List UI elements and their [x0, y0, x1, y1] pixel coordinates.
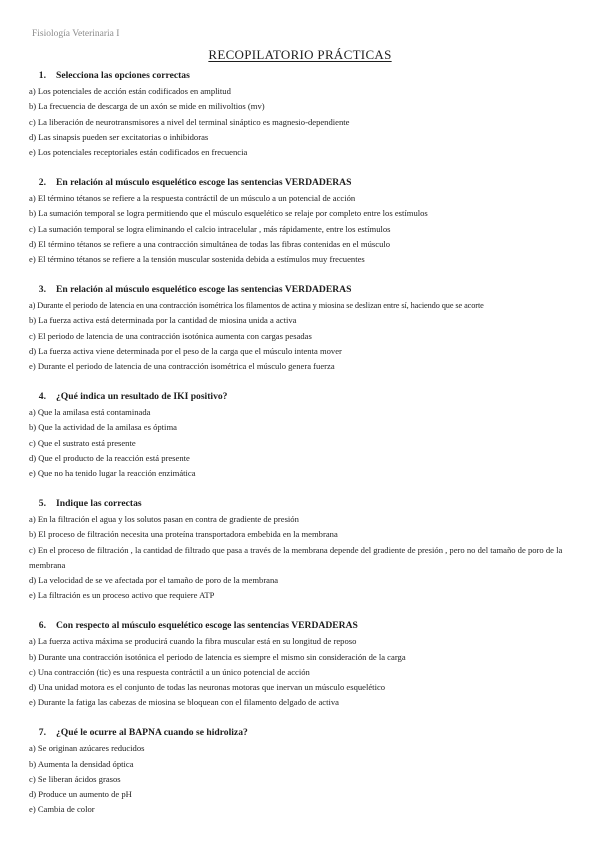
question-5: [29, 497, 577, 604]
question-number: 4.: [38, 390, 46, 402]
question-text: En relación al músculo esquelético escoge las sentencias VERDADERAS: [56, 176, 352, 188]
option-e: e) Cambia de color: [29, 804, 95, 815]
questions-list: [29, 69, 577, 833]
option-e: e) El término tétanos se refiere a la tensión muscular sostenida debida a estímulos muy frecuentes: [29, 254, 365, 265]
question-3: [29, 283, 577, 374]
question-title: [29, 69, 577, 83]
question-number: 1.: [38, 70, 46, 81]
option-b: b) Que la actividad de la amilasa es óptima: [29, 422, 177, 433]
option-a: a) La fuerza activa máxima se producirá cuando la fibra muscular está en su longitud de reposo: [29, 636, 357, 647]
option-b: b) Durante una contracción isotónica el periodo de latencia es siempre el mismo sin consideración de la carga: [29, 651, 406, 662]
option-b: b) La frecuencia de descarga de un axón se mide en milivoltios (mv): [29, 101, 265, 112]
option-c: c) La liberación de neurotransmisores a nivel del terminal sináptico es magnesio-dependiente: [29, 116, 350, 127]
question-number: 7.: [38, 727, 46, 739]
option-d: d) La velocidad de se ve afectada por el tamaño de poro de la membrana: [29, 575, 279, 586]
option-c: c) Que el sustrato está presente: [29, 437, 136, 448]
option-a: a) Que la amilasa está contaminada: [29, 406, 151, 417]
question-number: 6.: [38, 620, 46, 632]
question-title: [29, 390, 577, 404]
question-7: [29, 726, 577, 817]
option-a: a) Durante el periodo de latencia en una contracción isométrica los filamentos de actina y miosina se deslizan entre sí, haciendo que se acorte: [29, 300, 484, 310]
option-e: e) La filtración es un proceso activo que requiere ATP: [29, 590, 215, 601]
option-d: d) La fuerza activa viene determinada por el peso de la carga que el músculo intenta mover: [29, 345, 342, 356]
option-c: c) La sumación temporal se logra eliminando el calcio intracelular , más rápidamente, entre los estímulos: [29, 223, 391, 234]
option-a: a) Se originan azúcares reducidos: [29, 743, 145, 754]
question-text: ¿Qué le ocurre al BAPNA cuando se hidroliza?: [56, 727, 248, 739]
option-a: a) Los potenciales de acción están codificados en amplitud: [29, 86, 231, 96]
option-e: e) Durante el periodo de latencia de una contracción isométrica el músculo genera fuerza: [29, 361, 335, 372]
question-number: 3.: [38, 283, 46, 295]
option-a: a) El término tétanos se refiere a la respuesta contráctil de un músculo a un potencial de acción: [29, 192, 356, 203]
question-6: [29, 619, 577, 710]
question-number: 5.: [38, 497, 46, 509]
option-c: c) Una contracción (tic) es una respuesta contráctil a un único potencial de acción: [29, 666, 310, 677]
option-c: c) En el proceso de filtración , la cantidad de filtrado que pasa a través de la membrana depende del gradiente de presión , pero no del tamaño de poro de la membrana: [29, 544, 563, 570]
option-d: d) El término tétanos se refiere a una contracción simultánea de todas las fibras contenidas en el músculo: [29, 238, 391, 249]
question-title: [29, 497, 577, 511]
option-a: a) En la filtración el agua y los solutos pasan en contra de gradiente de presión: [29, 513, 299, 524]
option-b: b) El proceso de filtración necesita una proteína transportadora embebida en la membrana: [29, 529, 338, 540]
option-d: d) Que el producto de la reacción está presente: [29, 452, 190, 463]
option-d: d) Produce un aumento de pH: [29, 789, 132, 800]
option-c: c) El periodo de latencia de una contracción isotónica aumenta con cargas pesadas: [29, 330, 312, 341]
question-2: [29, 176, 577, 267]
question-text: ¿Qué indica un resultado de IKI positivo?: [56, 390, 228, 402]
question-title: [29, 283, 577, 297]
option-d: d) Una unidad motora es el conjunto de todas las neuronas motoras que inervan un músculo esquelético: [29, 682, 386, 693]
question-1: [29, 69, 577, 160]
question-title: [29, 176, 577, 190]
question-text: Con respecto al músculo esquelético escoge las sentencias VERDADERAS: [56, 620, 358, 632]
option-e: e) Los potenciales receptoriales están codificados en frecuencia: [29, 147, 248, 158]
option-d: d) Las sinapsis pueden ser excitatorias o inhibidoras: [29, 131, 209, 142]
question-title: [29, 726, 577, 740]
question-title: [29, 619, 577, 633]
document-title: RECOPILATORIO PRÁCTICAS: [208, 47, 392, 62]
page-header: Fisiología Veterinaria I: [32, 29, 120, 39]
question-text: Indique las correctas: [56, 497, 142, 509]
option-b: b) Aumenta la densidad óptica: [29, 758, 134, 769]
option-c: c) Se liberan ácidos grasos: [29, 773, 121, 784]
question-4: [29, 390, 577, 481]
question-number: 2.: [38, 176, 46, 188]
option-b: b) La fuerza activa está determinada por la cantidad de miosina unida a activa: [29, 315, 297, 326]
option-b: b) La sumación temporal se logra permitiendo que el músculo esquelético se relaje por completo entre los estímulos: [29, 208, 428, 219]
question-text: En relación al músculo esquelético escoge las sentencias VERDADERAS: [56, 283, 352, 295]
option-e: e) Que no ha tenido lugar la reacción enzimática: [29, 468, 196, 479]
question-text: Selecciona las opciones correctas: [56, 70, 190, 81]
option-e: e) Durante la fatiga las cabezas de miosina se bloquean con el filamento delgado de activa: [29, 697, 339, 708]
